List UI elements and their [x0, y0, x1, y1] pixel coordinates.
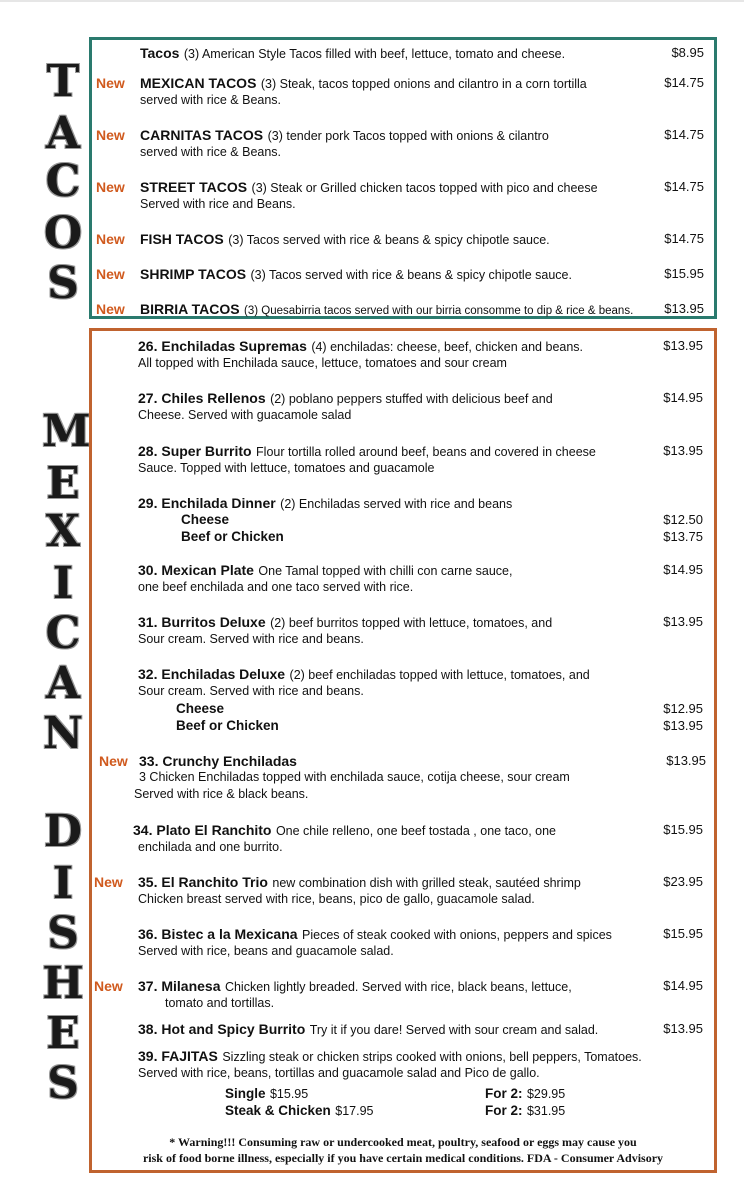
menu-item	[138, 978, 572, 996]
item-name: 39. FAJITAS	[138, 1048, 218, 1064]
item-price: $15.95	[663, 926, 703, 941]
side-letter: I	[52, 558, 74, 609]
item-name: SHRIMP TACOS	[140, 266, 247, 282]
new-badge: New	[99, 753, 128, 769]
menu-item	[140, 127, 549, 145]
item-price: $15.95	[664, 266, 704, 281]
option-label: Beef or Chicken	[181, 529, 284, 544]
new-badge: New	[94, 874, 123, 890]
new-badge: New	[96, 75, 125, 91]
option-price: $12.95	[663, 701, 703, 716]
menu-item	[140, 301, 633, 319]
item-description: (3) Tacos served with rice & beans & spicy chipotle sauce.	[228, 233, 550, 247]
menu-item	[138, 390, 553, 408]
menu-item	[140, 75, 587, 93]
menu-item	[138, 495, 512, 513]
item-price: $13.95	[663, 443, 703, 458]
menu-item	[138, 338, 583, 356]
item-price: $23.95	[663, 874, 703, 889]
item-description: (4) enchiladas: cheese, beef, chicken and beans.	[311, 340, 584, 354]
item-name: 29. Enchilada Dinner	[138, 495, 276, 511]
option-price: $17.95	[335, 1104, 374, 1118]
page-top-border	[0, 0, 744, 2]
consumer-warning-line1: * Warning!!! Consuming raw or undercooked meat, poultry, seafood or eggs may cause you	[169, 1135, 637, 1149]
option-label: Single	[225, 1086, 266, 1101]
item-description-line2: Served with rice & black beans.	[134, 787, 309, 801]
option-label: For 2:	[485, 1103, 523, 1118]
consumer-warning-line2: risk of food borne illness, especially if you have certain medical conditions. FDA - Consumer Advisory	[142, 1151, 664, 1165]
item-name: STREET TACOS	[140, 179, 248, 195]
item-description-line2: served with rice & Beans.	[140, 93, 282, 107]
item-name: FISH TACOS	[140, 231, 224, 247]
side-letter: M	[42, 406, 91, 457]
side-letter: D	[43, 806, 83, 857]
side-letter: A	[45, 658, 81, 709]
side-letter: C	[45, 608, 81, 659]
item-description: Pieces of steak cooked with onions, peppers and spices	[302, 928, 612, 942]
item-name: 35. El Ranchito Trio	[138, 874, 268, 890]
side-letter: E	[46, 458, 80, 509]
option-price: $12.50	[663, 512, 703, 527]
new-badge: New	[96, 231, 125, 247]
item-name: Tacos	[140, 45, 180, 61]
menu-item	[138, 874, 581, 892]
item-description: (2) poblano peppers stuffed with delicious beef and	[270, 392, 553, 406]
option-label: Cheese	[181, 512, 230, 527]
item-description: Try it if you dare! Served with sour cream and salad.	[309, 1023, 599, 1037]
side-letter: T	[46, 56, 80, 107]
item-description: Chicken lightly breaded. Served with rice, black beans, lettuce,	[224, 980, 572, 994]
item-description: new combination dish with grilled steak, sautéed shrimp	[272, 876, 581, 890]
item-description: (3) American Style Tacos filled with beef, lettuce, tomato and cheese.	[183, 47, 566, 61]
item-price: $15.95	[663, 822, 703, 837]
item-price: $13.95	[664, 301, 704, 316]
item-price: $14.75	[664, 231, 704, 246]
option-price: $31.95	[526, 1104, 566, 1118]
side-letter: I	[52, 858, 74, 909]
item-name: 32. Enchiladas Deluxe	[138, 666, 286, 682]
item-name: BIRRIA TACOS	[140, 301, 240, 317]
menu-item	[140, 231, 550, 249]
menu-item	[138, 1021, 598, 1039]
item-name: 37. Milanesa	[138, 978, 221, 994]
item-description-line2: Chicken breast served with rice, beans, pico de gallo, guacamole salad.	[138, 892, 535, 906]
item-description-line2: enchilada and one burrito.	[138, 840, 283, 854]
option-steak-chicken	[225, 1102, 373, 1120]
item-name: 27. Chiles Rellenos	[138, 390, 266, 406]
side-letter: A	[45, 108, 81, 159]
item-name: 34. Plato El Ranchito	[133, 822, 272, 838]
item-description-line2: All topped with Enchilada sauce, lettuce, tomatoes and sour cream	[138, 356, 507, 370]
item-price: $14.95	[663, 390, 703, 405]
menu-item	[138, 1048, 642, 1066]
side-letter: E	[46, 1008, 80, 1059]
menu-item	[133, 822, 556, 840]
item-name: 30. Mexican Plate	[138, 562, 254, 578]
option-label: Cheese	[176, 701, 225, 716]
item-description-line2: served with rice & Beans.	[140, 145, 282, 159]
menu-item	[138, 926, 612, 944]
item-description: (2) beef enchiladas topped with lettuce, tomatoes, and	[289, 668, 590, 682]
option-label: Beef or Chicken	[176, 718, 279, 733]
item-description-line2: Served with rice, beans, tortillas and guacamole salad and Pico de gallo.	[138, 1066, 540, 1080]
option-single	[225, 1085, 308, 1103]
item-price: $13.95	[666, 753, 706, 768]
item-description: Flour tortilla rolled around beef, beans and covered in cheese	[256, 445, 596, 459]
item-description: One chile relleno, one beef tostada , one taco, one	[275, 824, 556, 838]
item-price: $14.75	[664, 179, 704, 194]
item-description-line2: Sour cream. Served with rice and beans.	[138, 684, 364, 698]
side-letter: H	[42, 958, 84, 1009]
item-description: Sizzling steak or chicken strips cooked with onions, bell peppers, Tomatoes.	[222, 1050, 642, 1064]
side-letter: X	[45, 506, 81, 557]
menu-item	[138, 562, 512, 580]
menu-item	[140, 266, 572, 284]
item-price: $13.95	[663, 338, 703, 353]
menu-item	[138, 443, 596, 461]
item-name: 38. Hot and Spicy Burrito	[138, 1021, 306, 1037]
menu-item	[138, 614, 552, 632]
item-name: 36. Bistec a la Mexicana	[138, 926, 298, 942]
new-badge: New	[96, 179, 125, 195]
item-price: $13.95	[663, 1021, 703, 1036]
item-description: (3) Tacos served with rice & beans & spicy chipotle sauce.	[250, 268, 572, 282]
item-name: CARNITAS TACOS	[140, 127, 264, 143]
menu-item	[140, 45, 565, 63]
item-price: $13.95	[663, 614, 703, 629]
item-description: (2) Enchiladas served with rice and beans	[280, 497, 513, 511]
item-description-line2: Served with rice, beans and guacamole salad.	[138, 944, 394, 958]
option-price: $13.95	[663, 718, 703, 733]
side-letter: C	[45, 156, 81, 207]
option-label: For 2:	[485, 1086, 523, 1101]
item-description: (3) Steak, tacos topped onions and cilantro in a corn tortilla	[260, 77, 587, 91]
side-letter: S	[47, 258, 79, 309]
item-name: MEXICAN TACOS	[140, 75, 257, 91]
item-description-line2: Sauce. Topped with lettuce, tomatoes and guacamole	[138, 461, 435, 475]
item-description: (3) tender pork Tacos topped with onions & cilantro	[267, 129, 549, 143]
menu-item	[138, 666, 590, 684]
item-price: $14.75	[664, 127, 704, 142]
option-for-two	[485, 1102, 565, 1120]
item-description-line2: Cheese. Served with guacamole salad	[138, 408, 352, 422]
option-label: Steak & Chicken	[225, 1103, 331, 1118]
item-description: 3 Chicken Enchiladas topped with enchilada sauce, cotija cheese, sour cream	[139, 770, 570, 784]
item-description: (3) Quesabirria tacos served with our birria consomme to dip & rice & beans.	[244, 305, 634, 317]
item-name: 33. Crunchy Enchiladas	[139, 753, 297, 769]
item-description-line2: one beef enchilada and one taco served with rice.	[138, 580, 414, 594]
side-letter: O	[43, 208, 83, 259]
item-description-line2: tomato and tortillas.	[165, 996, 275, 1010]
side-letter: N	[42, 708, 84, 759]
option-for-two	[485, 1085, 565, 1103]
item-price: $14.75	[664, 75, 704, 90]
option-price: $13.75	[663, 529, 703, 544]
new-badge: New	[96, 301, 125, 317]
new-badge: New	[96, 127, 125, 143]
side-letter: S	[47, 908, 79, 959]
option-price: $29.95	[526, 1087, 566, 1101]
item-description-line2: Served with rice and Beans.	[140, 197, 296, 211]
item-description: (3) Steak or Grilled chicken tacos topped with pico and cheese	[251, 181, 598, 195]
item-name: 31. Burritos Deluxe	[138, 614, 266, 630]
new-badge: New	[94, 978, 123, 994]
menu-item	[140, 179, 598, 197]
item-price: $14.95	[663, 978, 703, 993]
item-price: $14.95	[663, 562, 703, 577]
item-description: One Tamal topped with chilli con carne sauce,	[258, 564, 513, 578]
item-name: 28. Super Burrito	[138, 443, 252, 459]
item-description-line2: Sour cream. Served with rice and beans.	[138, 632, 364, 646]
option-price: $15.95	[269, 1087, 309, 1101]
item-price: $8.95	[671, 45, 704, 60]
item-description: (2) beef burritos topped with lettuce, tomatoes, and	[270, 616, 553, 630]
new-badge: New	[96, 266, 125, 282]
side-letter: S	[47, 1058, 79, 1109]
item-name: 26. Enchiladas Supremas	[138, 338, 307, 354]
